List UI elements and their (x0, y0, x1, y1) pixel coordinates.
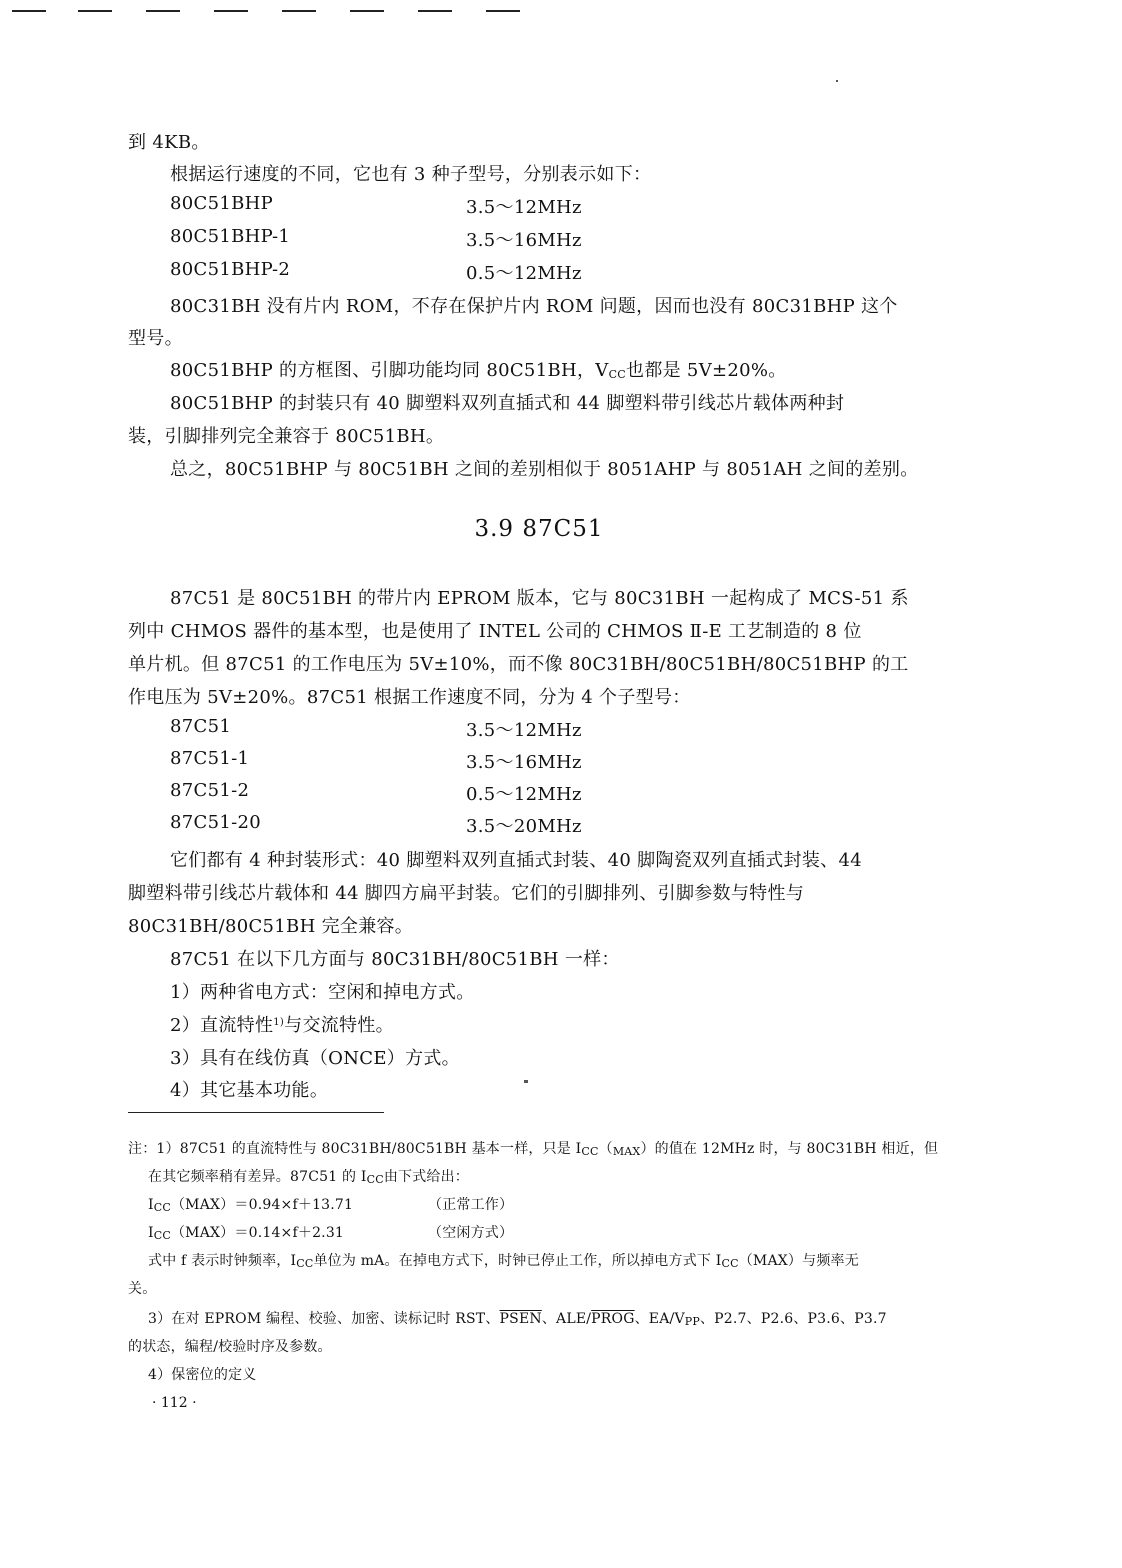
text-line: 87C51 是 80C51BH 的带片内 EPROM 版本，它与 80C31BH 一起构成了 MCS-51 系 (170, 588, 909, 609)
text-span: 单位为 mA。在掉电方式下，时钟已停止工作，所以掉电方式下 I (313, 1253, 722, 1269)
table2-freq: 3.5～20MHz (466, 816, 582, 837)
text-span: 注：1）87C51 的直流特性与 80C31BH/80C51BH 基本一样，只是 I (128, 1141, 582, 1157)
subscript: PP (684, 1315, 700, 1328)
list-item: 3）具有在线仿真（ONCE）方式。 (170, 1048, 460, 1069)
note-line (148, 1166, 469, 1186)
list-item: 1）两种省电方式：空闲和掉电方式。 (170, 982, 475, 1003)
text-line (170, 356, 787, 382)
note-line (148, 1308, 887, 1328)
table1-freq: 0.5～12MHz (466, 263, 582, 284)
subscript: CC (153, 1229, 171, 1242)
page-number: · 112 · (152, 1395, 197, 1411)
text-line: 列中 CHMOS 器件的基本型，也是使用了 INTEL 公司的 CHMOS Ⅱ-E 工艺制造的 8 位 (128, 621, 862, 642)
text-line: 单片机。但 87C51 的工作电压为 5V±10%，而不像 80C31BH/80C51BH/80C51BHP 的工 (128, 654, 909, 675)
formula-note: （正常工作） (428, 1197, 514, 1213)
text-span: 在其它频率稍有差异。87C51 的 I (148, 1169, 367, 1185)
scan-speck (836, 80, 838, 82)
subscript: CC (608, 368, 627, 381)
text-line: 装，引脚排列完全兼容于 80C51BH。 (128, 426, 445, 447)
text-span: 也都是 5V±20%。 (626, 360, 787, 381)
text-span: I (148, 1225, 154, 1241)
text-span: 2）直流特性 (170, 1015, 274, 1036)
text-line: 作电压为 5V±20%。87C51 根据工作速度不同，分为 4 个子型号： (128, 687, 691, 708)
scan-speck (524, 1080, 528, 1083)
text-span: （MAX）与频率无 (738, 1253, 859, 1269)
list-item: 4）其它基本功能。 (170, 1080, 329, 1101)
text-span: 、EA/V (634, 1311, 685, 1327)
table2-model: 87C51-2 (170, 780, 250, 801)
table2-freq: 0.5～12MHz (466, 784, 582, 805)
note-line: 的状态，编程/校验时序及参数。 (128, 1339, 332, 1355)
section-title: 3.9 87C51 (474, 516, 604, 542)
table1-model: 80C51BHP-2 (170, 259, 291, 280)
subscript: MAX (612, 1145, 641, 1158)
subscript: CC (366, 1173, 384, 1186)
table1-freq: 3.5～16MHz (466, 230, 582, 251)
overlined-signal: PROG (591, 1311, 635, 1327)
note-line (128, 1138, 938, 1158)
footnote-rule (128, 1112, 384, 1113)
text-span: 、ALE/ (541, 1311, 592, 1327)
table2-model: 87C51-1 (170, 748, 250, 769)
note-line: 关。 (128, 1281, 157, 1297)
table2-freq: 3.5～16MHz (466, 752, 582, 773)
table2-model: 87C51 (170, 716, 232, 737)
formula-line (148, 1222, 514, 1242)
text-line: 脚塑料带引线芯片载体和 44 脚四方扁平封装。它们的引脚排列、引脚参数与特性与 (128, 883, 805, 904)
text-span: （ (598, 1141, 613, 1157)
table2-model: 87C51-20 (170, 812, 261, 833)
table2-freq: 3.5～12MHz (466, 720, 582, 741)
table1-model: 80C51BHP (170, 193, 274, 214)
formula: （MAX）＝0.14×f＋2.31 (170, 1225, 345, 1241)
subscript: CC (296, 1257, 314, 1270)
text-line: 总之，80C51BHP 与 80C51BH 之间的差别相似于 8051AHP 与 8051AH 之间的差别。 (170, 459, 919, 480)
formula: （MAX）＝0.94×f＋13.71 (170, 1197, 354, 1213)
formula-line (148, 1194, 514, 1214)
footnote-ref: 1) (273, 1017, 285, 1028)
note-line (148, 1250, 859, 1270)
text-line: 87C51 在以下几方面与 80C31BH/80C51BH 一样： (170, 949, 620, 970)
text-line: 80C31BH/80C51BH 完全兼容。 (128, 916, 414, 937)
table1-model: 80C51BHP-1 (170, 226, 291, 247)
text-line: 80C31BH 没有片内 ROM，不存在保护片内 ROM 问题，因而也没有 80C31BHP 这个 (170, 296, 898, 317)
text-span: ）的值在 12MHz 时，与 80C31BH 相近，但 (640, 1141, 939, 1157)
list-item (170, 1011, 394, 1037)
note-line: 4）保密位的定义 (148, 1367, 257, 1383)
text-line: 80C51BHP 的封装只有 40 脚塑料双列直插式和 44 脚塑料带引线芯片载体两种封 (170, 393, 845, 414)
table1-freq: 3.5～12MHz (466, 197, 582, 218)
text-span: I (148, 1197, 154, 1213)
text-span: 3）在对 EPROM 编程、校验、加密、读标记时 RST、 (148, 1311, 500, 1327)
text-line: 它们都有 4 种封装形式：40 脚塑料双列直插式封装、40 脚陶瓷双列直插式封装、44 (170, 850, 862, 871)
overlined-signal: PSEN (499, 1311, 542, 1327)
text-span: 80C51BHP 的方框图、引脚功能均同 80C51BH，V (170, 360, 609, 381)
text-span: 式中 f 表示时钟频率，I (148, 1253, 297, 1269)
text-span: 、P2.7、P2.6、P3.6、P3.7 (699, 1311, 887, 1327)
subscript: CC (581, 1145, 599, 1158)
text-span: 由下式给出： (383, 1169, 470, 1185)
text-line: 型号。 (128, 328, 183, 349)
subscript: CC (721, 1257, 739, 1270)
formula-note: （空闲方式） (428, 1225, 514, 1241)
text-line: 到 4KB。 (128, 132, 210, 153)
text-line: 根据运行速度的不同，它也有 3 种子型号，分别表示如下： (170, 164, 652, 185)
text-span: 与交流特性。 (284, 1015, 394, 1036)
subscript: CC (153, 1201, 171, 1214)
